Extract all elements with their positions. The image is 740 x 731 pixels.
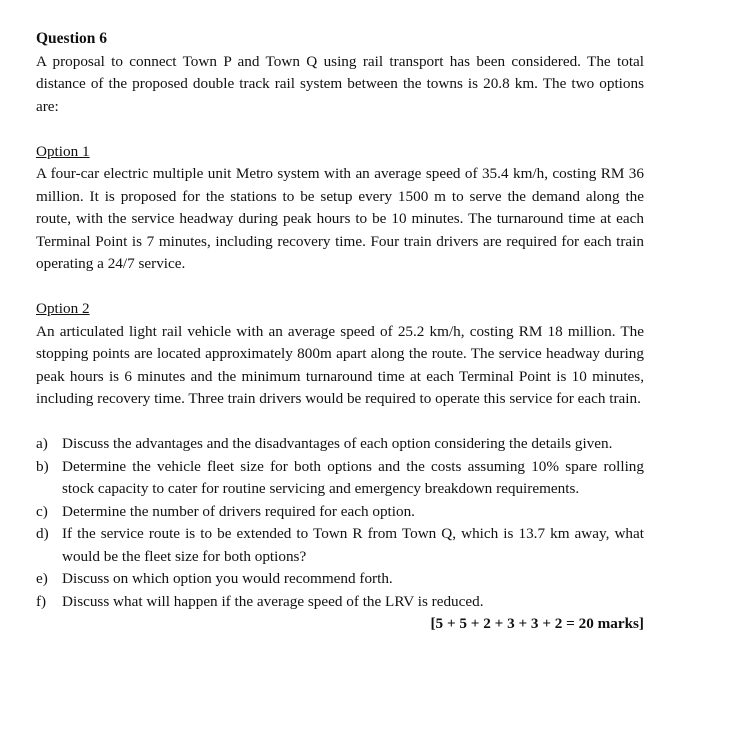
part-e [36, 568, 644, 591]
part-text: If the service route is to be extended to Town R from Town Q, which is 13.7 km away, what would be the fleet size for both options? [62, 525, 644, 565]
spacer [36, 411, 644, 434]
option-1-section [36, 141, 644, 276]
part-label: b) [36, 457, 49, 475]
part-b [36, 456, 644, 501]
spacer [36, 276, 644, 299]
question-intro: A proposal to connect Town P and Town Q using rail transport has been considered. The total distance of the proposed double track rail system between the towns is 20.8 km. The two options are: [36, 52, 644, 115]
part-text: Discuss what will happen if the average speed of the LRV is reduced. [62, 592, 484, 610]
part-a [36, 433, 644, 456]
option-2-text: An articulated light rail vehicle with an average speed of 25.2 km/h, costing RM 18 million. The stopping points are located approximately 800m apart along the route. The service headway during peak hours is 6 minutes and the minimum turnaround time at each Terminal Point is 10 minutes, including recovery time. Three train drivers would be required to operate this service for each train. [36, 322, 644, 407]
option-2-title: Option 2 [36, 300, 90, 317]
question-document [36, 28, 644, 636]
spacer [36, 118, 644, 141]
part-text: Discuss on which option you would recommend forth. [62, 570, 393, 587]
part-label: c) [36, 502, 48, 520]
option-1-title: Option 1 [36, 142, 90, 160]
option-2-section [36, 298, 644, 411]
part-text: Discuss the advantages and the disadvantages of each option considering the details given. [62, 435, 613, 452]
question-title: Question 6 [36, 30, 108, 47]
part-label: a) [36, 435, 48, 452]
part-label: d) [36, 525, 49, 542]
question-parts-list [36, 433, 644, 613]
part-d [36, 523, 644, 568]
part-text: Determine the vehicle fleet size for both options and the costs assuming 10% spare rolling stock capacity to cater for routine servicing and emergency breakdown requirements. [62, 457, 644, 497]
part-f [36, 591, 644, 614]
part-text: Determine the number of drivers required for each option. [62, 502, 415, 520]
option-1-text: A four-car electric multiple unit Metro system with an average speed of 35.4 km/h, costing RM 36 million. It is proposed for the stations to be setup every 1500 m to serve the demand along the route, with the service headway during peak hours to be 10 minutes. The turnaround time at each Terminal Point is 7 minutes, including recovery time. Four train drivers are required for each train operating a 24/7 service. [36, 165, 644, 272]
part-label: f) [36, 592, 47, 610]
part-label: e) [36, 570, 48, 587]
part-c [36, 501, 644, 524]
marks-allocation: [5 + 5 + 2 + 3 + 3 + 2 = 20 marks] [430, 615, 644, 632]
